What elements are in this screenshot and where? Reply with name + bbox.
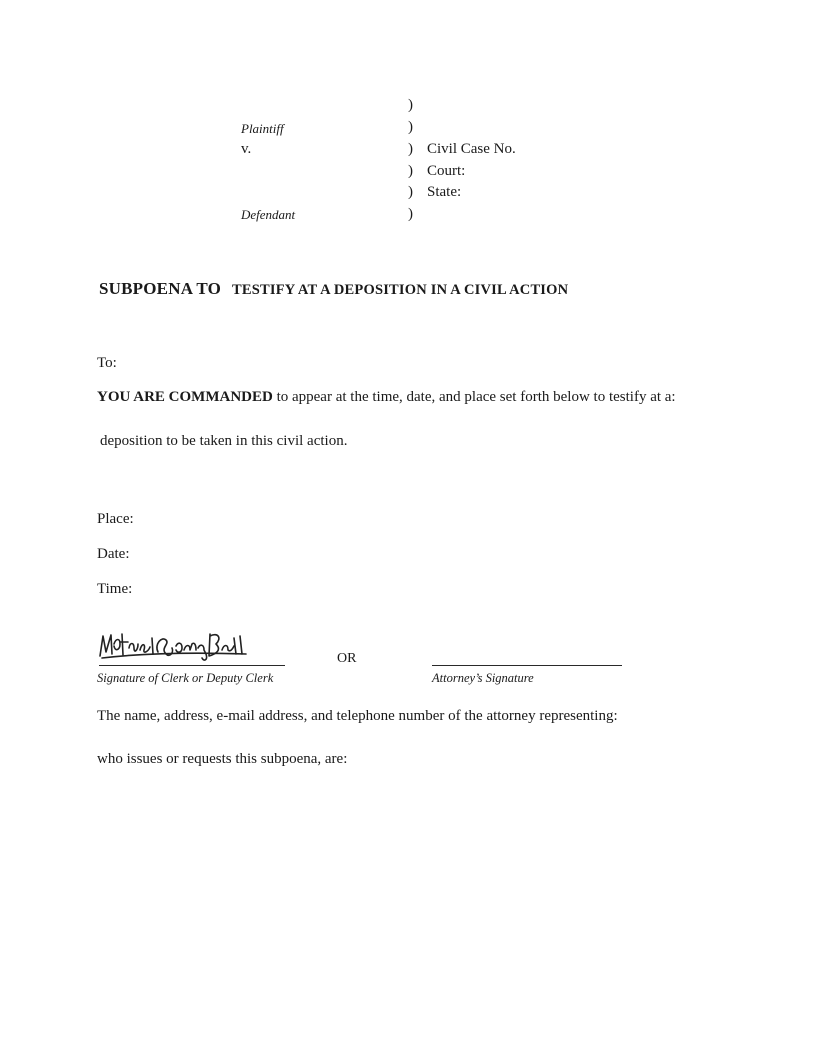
command-bold: YOU ARE COMMANDED bbox=[97, 389, 273, 405]
caption-paren-3: ) bbox=[408, 141, 413, 157]
to-label: To: bbox=[97, 355, 117, 371]
deposition-line: deposition to be taken in this civil action. bbox=[100, 433, 348, 449]
attorney-signature-caption: Attorney’s Signature bbox=[432, 671, 534, 685]
court-label: Court: bbox=[427, 163, 466, 179]
state-label: State: bbox=[427, 184, 462, 200]
clerk-signature-line[interactable] bbox=[99, 665, 285, 666]
defendant-label: Defendant bbox=[241, 207, 296, 222]
clerk-signature-caption: Signature of Clerk or Deputy Clerk bbox=[97, 671, 274, 685]
time-label: Time: bbox=[97, 581, 133, 597]
or-separator: OR bbox=[337, 651, 357, 666]
command-line bbox=[97, 389, 676, 406]
subpoena-title: SUBPOENA TO bbox=[99, 279, 222, 298]
attorney-signature-line[interactable] bbox=[432, 665, 622, 666]
attorney-info-line: The name, address, e-mail address, and telephone number of the attorney representing: bbox=[97, 708, 618, 724]
issuer-line: who issues or requests this subpoena, are: bbox=[97, 751, 348, 767]
date-label: Date: bbox=[97, 546, 130, 562]
place-label: Place: bbox=[97, 511, 134, 527]
command-rest: to appear at the time, date, and place set forth below to testify at a: bbox=[272, 389, 676, 405]
caption-paren-6: ) bbox=[408, 206, 413, 222]
plaintiff-label: Plaintiff bbox=[241, 121, 284, 136]
clerk-signature-image bbox=[96, 630, 252, 666]
caption-paren-4: ) bbox=[408, 163, 413, 179]
caption-paren-5: ) bbox=[408, 184, 413, 200]
caption-paren-2: ) bbox=[408, 119, 413, 135]
versus-label: v. bbox=[241, 141, 252, 157]
civil-case-number-label: Civil Case No. bbox=[427, 141, 516, 157]
subpoena-subtitle: TESTIFY AT A DEPOSITION IN A CIVIL ACTION bbox=[232, 282, 569, 298]
caption-paren-1: ) bbox=[408, 97, 413, 113]
